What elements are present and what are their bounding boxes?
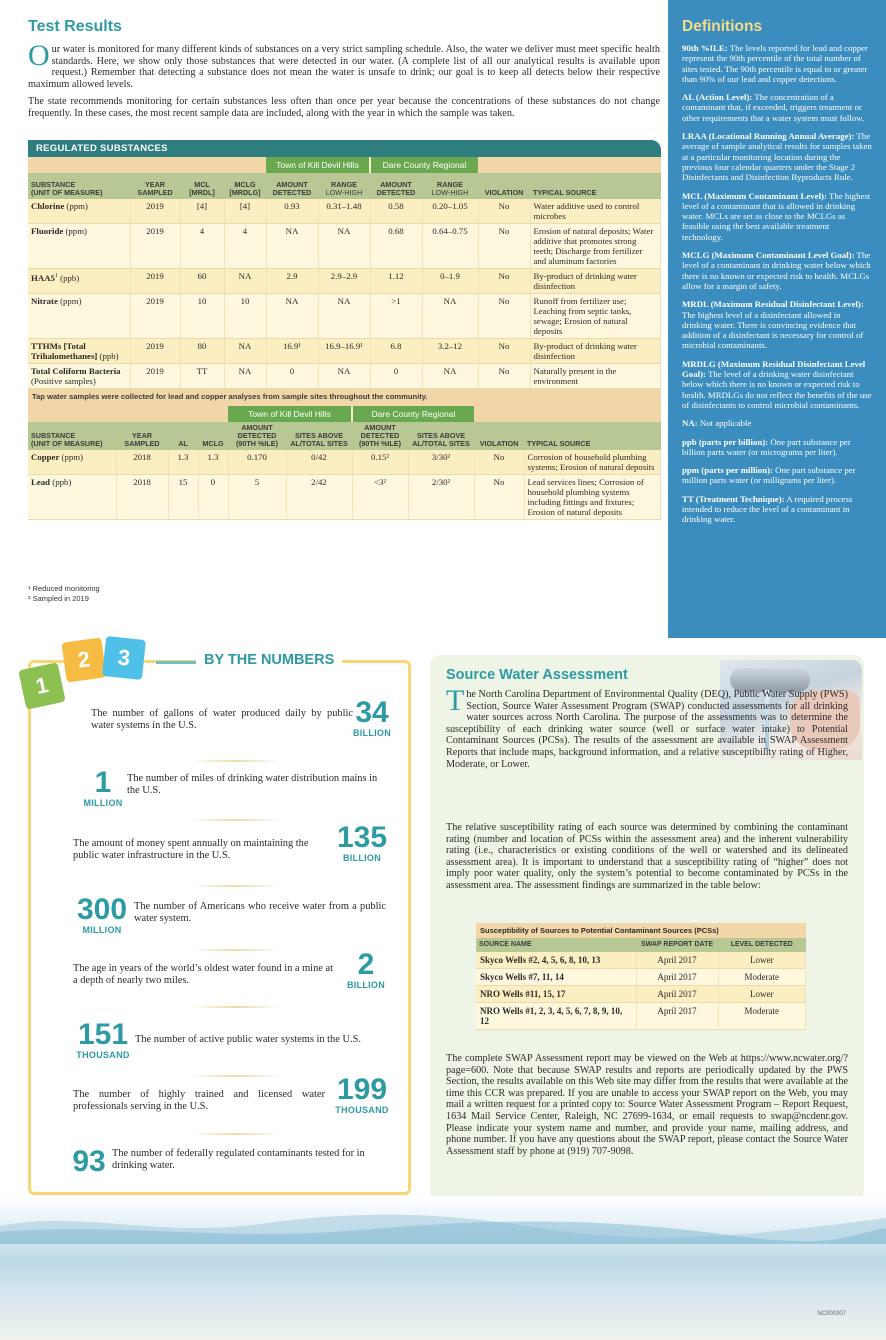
pcs-col-source-name: SOURCE NAME: [476, 938, 636, 952]
fact-7-number: 199 THOUSAND: [335, 1073, 389, 1115]
definition-term: 90th %ILE:: [682, 43, 728, 53]
lead-col-sites-2: SITES ABOVE AL/TOTAL SITES: [408, 422, 474, 450]
col-amount-2: AMOUNT DETECTED: [370, 173, 422, 199]
cell-source: Corrosion of household plumbing systems; Erosion of natural deposits: [524, 450, 661, 475]
pcs-row: [476, 969, 806, 986]
regulated-row: [28, 224, 661, 269]
cell-year: 2019: [130, 294, 180, 339]
regulated-substances-table: [28, 140, 661, 520]
cell-violation: No: [478, 339, 530, 364]
fact-1-text: The number of gallons of water produced daily by public water systems in the U.S.: [91, 708, 353, 731]
cell-rng1: NA: [318, 294, 370, 339]
footnote-mark: 1: [54, 273, 58, 279]
fact-8-number: 93: [72, 1145, 106, 1178]
substance-cell: [28, 450, 116, 475]
definition-item: [682, 418, 872, 428]
pcs-source-name-text: NRO Wells #11, 15, 17: [480, 989, 566, 999]
definition-term: ppb (parts per billion):: [682, 436, 769, 447]
substance-name: Chlorine: [31, 201, 65, 211]
test-results-note: The state recommends monitoring for certain substances less often than once per year because the concentrations of these substances do not change frequently. In these cases, the most recent sample data are included, along with the year in which the sample was taken.: [28, 96, 660, 119]
definition-item: [682, 359, 872, 410]
lead-col-sites-1: SITES ABOVE AL/TOTAL SITES: [286, 422, 352, 450]
numbers-frame: [28, 652, 411, 1195]
cell-amt2: 0.68: [370, 224, 422, 269]
water-splash-footer: [0, 1196, 886, 1340]
block-3: 3: [102, 636, 146, 680]
col-range-1: RANGE LOW-HIGH: [318, 173, 370, 199]
pcs-row: [476, 1003, 806, 1030]
lead-col-year: YEAR SAMPLED: [116, 422, 168, 450]
footer-code: NC000307: [817, 1311, 846, 1317]
dropcap: O: [28, 39, 50, 72]
cell-mcl: 80: [180, 339, 224, 364]
cell-amt2: >1: [370, 294, 422, 339]
cell-year: 2018: [116, 450, 168, 475]
substance-unit: (ppb): [57, 272, 80, 283]
substance-unit: (ppm): [59, 452, 84, 462]
cell-source: Erosion of natural deposits; Water additive that promotes strong teeth; Discharge from fertilizer and aluminum factories: [530, 224, 661, 269]
definition-term: MRDL (Maximum Residual Disinfectant Level):: [682, 299, 864, 310]
definition-term: ppm (parts per million):: [682, 465, 773, 476]
pcs-col-level: LEVEL DETECTED: [718, 938, 806, 952]
col-range-2: RANGE LOW-HIGH: [422, 173, 478, 199]
substance-cell: [28, 294, 130, 339]
definition-term: MRDLG (Maximum Residual Disinfectant Level Goal):: [682, 358, 866, 380]
definitions-title: Definitions: [682, 18, 763, 35]
cell-rng2: 3.2–12: [422, 339, 478, 364]
regulated-row: [28, 294, 661, 339]
definition-text: Not applicable: [697, 418, 752, 429]
definition-term: NA:: [682, 418, 698, 429]
cell-amt2: 1.12: [370, 269, 422, 294]
fact-5-text: The age in years of the world’s oldest water found in a mine at a depth of nearly two miles.: [73, 963, 333, 986]
definition-item: [682, 250, 872, 291]
separator: [191, 819, 281, 821]
pcs-source-name: [476, 969, 636, 986]
substance-name: TTHMs [Total Trihalomethanes]: [31, 341, 98, 361]
by-the-numbers-title: BY THE NUMBERS: [196, 652, 342, 668]
separator: [191, 760, 281, 762]
source-water-assessment-section: [430, 655, 864, 1200]
pcs-level: Moderate: [718, 1003, 806, 1030]
cell-violation: No: [478, 269, 530, 294]
lead-copper-row: [28, 475, 661, 520]
test-results-intro: [28, 39, 660, 90]
cell-mcl: [4]: [180, 199, 224, 224]
lead-col-al: AL: [168, 422, 198, 450]
definition-item: [682, 92, 872, 123]
definition-text: One part substance per billion parts water (or micrograms per liter).: [682, 436, 851, 457]
lead-copper-row: [28, 450, 661, 475]
pcs-row: [476, 952, 806, 969]
cell-year: 2019: [130, 269, 180, 294]
pcs-level: Lower: [718, 986, 806, 1003]
definition-text: The level of a drinking water disinfectant below which there is no known or expected risk to health. MRDLGs do not reflect the benefits of the use of disinfectants to control microbial contaminants.: [682, 369, 872, 410]
cell-rng1: 16.9–16.9¹: [318, 339, 370, 364]
pcs-row: [476, 986, 806, 1003]
cell-violation: No: [478, 224, 530, 269]
definition-item: [682, 191, 872, 242]
test-results-title: Test Results: [28, 18, 122, 35]
swa-p1-text: he North Carolina Department of Environmental Quality (DEQ), Public Water Supply (PWS) Section, Source Water Assessment Program (SWAP) conducted assessments for all drinking water sources across North Carolina. The purpose of the assessments was to determine the susceptibility of each drinking water source (well or surface water intake) to Potential Contaminant Sources (PCSs). The results of the assessment are available in SWAP Assessment Reports that include maps, background information, and a relative susceptibility rating of Higher, Moderate, or Lower.: [446, 689, 848, 770]
separator: [191, 1006, 281, 1008]
substance-name: Nitrate: [31, 296, 58, 306]
col-substance: SUBSTANCE (UNIT OF MEASURE): [28, 173, 130, 199]
cell-amt1: 5: [228, 475, 286, 520]
fact-3-text: The amount of money spent annually on maintaining the public water infrastructure in the U.S.: [73, 838, 309, 861]
substance-name: Copper: [31, 452, 60, 462]
fact-2-text: The number of miles of drinking water distribution mains in the U.S.: [127, 773, 378, 796]
cell-rng1: 0.31–1.48: [318, 199, 370, 224]
pcs-report-date: April 2017: [636, 969, 718, 986]
cell-amt2: 0.15²: [352, 450, 408, 475]
substance-unit: (ppm): [64, 201, 88, 211]
cell-amt1: NA: [266, 294, 318, 339]
cell-rng1: 2.9–2.9: [318, 269, 370, 294]
cell-amt2: 0: [370, 364, 422, 389]
regulated-row: [28, 269, 661, 294]
substance-cell: [28, 475, 116, 520]
col-year: YEAR SAMPLED: [130, 173, 180, 199]
definition-item: [682, 43, 872, 84]
cell-violation: No: [478, 199, 530, 224]
cell-amt2: 6.8: [370, 339, 422, 364]
substance-cell: [28, 269, 130, 294]
col-mcl: MCL [MRDL]: [180, 173, 224, 199]
substance-unit: (ppm): [63, 226, 87, 236]
definition-text: The concentration of a contaminant that, if exceeded, triggers treatment or other requirements that a water system must follow.: [682, 92, 865, 123]
pcs-source-name: [476, 1003, 636, 1030]
pcs-susceptibility-table: [476, 923, 806, 1030]
definitions-list: [682, 43, 872, 525]
cell-rng2: 0.64–0.75: [422, 224, 478, 269]
substance-unit: (ppb): [97, 351, 119, 361]
cell-mclg: NA: [224, 339, 266, 364]
fact-7-text: The number of highly trained and licensed water professionals serving in the U.S.: [73, 1089, 325, 1112]
cell-rng2: NA: [422, 294, 478, 339]
definition-text: The average of sample analytical results for samples taken at a particular monitoring location during the previous four calendar quarters under the Stage 2 Disinfectants and Disinfection Byproducts Rule.: [682, 131, 872, 183]
cell-rng1: NA: [318, 364, 370, 389]
cell-violation: No: [474, 475, 524, 520]
cell-mclg: 0: [198, 475, 228, 520]
definition-item: [682, 494, 872, 525]
cell-amt1: 16.9¹: [266, 339, 318, 364]
cell-amt1: 2.9: [266, 269, 318, 294]
cell-mclg: [4]: [224, 199, 266, 224]
cell-year: 2019: [130, 199, 180, 224]
pcs-source-name: [476, 986, 636, 1003]
lead-col-mclg: MCLG: [198, 422, 228, 450]
pcs-report-date: April 2017: [636, 952, 718, 969]
cell-rng1: NA: [318, 224, 370, 269]
block-2: 2: [61, 637, 106, 682]
cell-mcl: 10: [180, 294, 224, 339]
fact-6-text: The number of active public water systems in the U.S.: [135, 1034, 361, 1045]
water-wave-graphic: [0, 1204, 886, 1244]
substance-unit: (Positive samples): [31, 376, 96, 386]
cell-amt2: 0.58: [370, 199, 422, 224]
definition-text: One part substance per million parts water (or milligrams per liter).: [682, 465, 856, 486]
substance-cell: [28, 224, 130, 269]
lead-site-kill-devil-hills: Town of Kill Devil Hills: [228, 406, 352, 422]
cell-year: 2019: [130, 339, 180, 364]
cell-sites1: 0/42: [286, 450, 352, 475]
definition-text: The highest level of a disinfectant allowed in drinking water. There is convincing evidence that addition of a disinfectant is necessary for control of microbial contaminants.: [682, 309, 864, 351]
substance-unit: (ppb): [50, 477, 72, 487]
lead-site-dare-county: Dare County Regional: [352, 406, 474, 422]
cell-year: 2018: [116, 475, 168, 520]
swa-dropcap: T: [446, 684, 465, 717]
pcs-source-name-text: Skyco Wells #2, 4, 5, 6, 8, 10, 13: [480, 955, 601, 965]
substance-cell: [28, 339, 130, 364]
definition-term: MCLG (Maximum Contaminant Level Goal):: [682, 250, 855, 261]
fact-6-number: 151 THOUSAND: [76, 1018, 130, 1060]
separator: [191, 1133, 281, 1135]
substance-unit: (ppm): [57, 296, 82, 306]
swa-paragraph-3: The complete SWAP Assessment report may be viewed on the Web at https://www.ncwater.org/?page=600. Note that because SWAP results and reports are periodically updated by the PWS Section, the results available on this Web site may differ from the results that were available at the time this CCR was prepared. If you are unable to access your SWAP report on the Web, you may mail a written request for a printed copy to: Source Water Assessment Program – Report Request, 1634 Mail Service Center, Raleigh, NC 27699-1634, or email requests to swap@ncdenr.gov. Please indicate your system name and number, and provide your name, mailing address, and phone number. If you have any questions about the SWAP report, please contact the Source Water Assessment staff by phone at (919) 707-9098.: [446, 1053, 848, 1157]
swa-title: Source Water Assessment: [446, 667, 628, 683]
test-results-section: [28, 18, 660, 120]
fact-4-number: 300 MILLION: [76, 893, 128, 935]
fact-3-number: 135 BILLION: [336, 821, 388, 863]
substance-name: HAA5: [31, 272, 55, 283]
cell-amt2: <3²: [352, 475, 408, 520]
substance-cell: [28, 199, 130, 224]
cell-mcl: TT: [180, 364, 224, 389]
definition-text: The levels reported for lead and copper represent the 90th percentile of the total number of sites tested. The 90th percentile is equal to or greater than 90% of our lead and copper detections.: [682, 43, 868, 84]
definition-term: TT (Treatment Technique):: [682, 493, 785, 504]
separator: [191, 885, 281, 887]
cell-violation: No: [474, 450, 524, 475]
cell-source: Naturally present in the environment: [530, 364, 661, 389]
pcs-level: Lower: [718, 952, 806, 969]
lead-col-amount-2: AMOUNT DETECTED (90TH %ILE): [352, 422, 408, 450]
fact-2-number: 1 MILLION: [83, 766, 123, 808]
regulated-row: [28, 364, 661, 389]
footnote-1: ¹ Reduced monitoring: [28, 584, 100, 593]
cell-source: By-product of drinking water disinfection: [530, 339, 661, 364]
definition-text: The level of a contaminant in drinking water below which there is no known or expected risk to health. MCLGs allow for a margin of safety.: [682, 250, 871, 291]
substance-cell: [28, 364, 130, 389]
cell-amt1: NA: [266, 224, 318, 269]
number-blocks-graphic: [16, 636, 156, 716]
cell-amt1: 0: [266, 364, 318, 389]
fact-1-number: 34 BILLION: [352, 696, 392, 738]
block-1: 1: [18, 662, 65, 709]
pcs-report-date: April 2017: [636, 986, 718, 1003]
cell-sites2: 2/30²: [408, 475, 474, 520]
separator: [191, 949, 281, 951]
pcs-col-report-date: SWAP REPORT DATE: [636, 938, 718, 952]
cell-amt1: 0.170: [228, 450, 286, 475]
pcs-level: Moderate: [718, 969, 806, 986]
cell-violation: No: [478, 364, 530, 389]
cell-mclg: 1.3: [198, 450, 228, 475]
substance-name: Lead: [31, 477, 51, 487]
col-violation: VIOLATION: [478, 173, 530, 199]
lead-col-amount-1: AMOUNT DETECTED (90TH %ILE): [228, 422, 286, 450]
substance-name: Total Coliform Bacteria: [31, 366, 121, 376]
cell-al: 1.3: [168, 450, 198, 475]
cell-year: 2019: [130, 364, 180, 389]
cell-year: 2019: [130, 224, 180, 269]
definitions-panel: [668, 0, 886, 638]
cell-mclg: NA: [224, 364, 266, 389]
site-dare-county: Dare County Regional: [370, 157, 478, 173]
swa-paragraph-2: The relative susceptibility rating of each source was determined by combining the contaminant rating (number and location of PCSs within the assessment area) and the inherent vulnerability rating (i.e., characteristics or existing conditions of the well or watershed and its delineated assessment area). It is important to understand that a susceptibility rating of “higher” does not imply poor water quality, only the system’s potential to become contaminated by PCSs in the assessment area. The assessment findings are summarized in the table below:: [446, 822, 848, 891]
pcs-source-name-text: Skyco Wells #7, 11, 14: [480, 972, 564, 982]
definition-term: MCL (Maximum Contaminant Level):: [682, 190, 827, 201]
footnote-2: ² Sampled in 2019: [28, 594, 89, 603]
fact-4-text: The number of Americans who receive water from a public water system.: [134, 901, 386, 924]
cell-mcl: 60: [180, 269, 224, 294]
regulated-table-title: REGULATED SUBSTANCES: [28, 140, 661, 157]
definition-term: AL (Action Level):: [682, 92, 753, 103]
intro-text: ur water is monitored for many different kinds of substances on a very strict sampling schedule. Also, the water we deliver must meet specific health standards. Here, we show only those substances that were detected in our water. (A complete list of all our analytical results is available upon request.) Remember that detecting a substance does not mean the water is unsafe to drink; our goal is to keep all detects below their respective maximum allowed levels.: [28, 44, 660, 90]
col-source: TYPICAL SOURCE: [530, 173, 661, 199]
pcs-source-name-text: NRO Wells #1, 2, 3, 4, 5, 6, 7, 8, 9, 10, 12: [480, 1006, 623, 1026]
cell-mclg: NA: [224, 269, 266, 294]
definition-item: [682, 465, 872, 486]
pcs-table-title: Susceptibility of Sources to Potential Contaminant Sources (PCSs): [476, 923, 806, 938]
definition-text: A required process intended to reduce the level of a contaminant in drinking water.: [682, 493, 853, 525]
cell-rng2: 0.20–1.05: [422, 199, 478, 224]
lead-col-substance: SUBSTANCE (UNIT OF MEASURE): [28, 422, 116, 450]
fact-8-text: The number of federally regulated contaminants tested for in drinking water.: [112, 1148, 365, 1171]
swa-paragraph-1: [446, 684, 848, 770]
lead-col-violation: VIOLATION: [474, 422, 524, 450]
cell-rng2: 0–1.9: [422, 269, 478, 294]
definition-item: [682, 299, 872, 350]
cell-amt1: 0.93: [266, 199, 318, 224]
separator: [191, 1075, 281, 1077]
col-amount-1: AMOUNT DETECTED: [266, 173, 318, 199]
definition-item: [682, 437, 872, 458]
definition-item: [682, 131, 872, 182]
footnotes: [28, 584, 100, 604]
regulated-row: [28, 199, 661, 224]
definition-term: LRAA (Locational Running Annual Average):: [682, 131, 855, 142]
cell-al: 15: [168, 475, 198, 520]
lead-copper-banner: Tap water samples were collected for lead and copper analyses from sample sites throughout the community.: [28, 389, 661, 406]
cell-mclg: 10: [224, 294, 266, 339]
definition-text: The highest level of a contaminant that is allowed in drinking water. MCLs are set as close to the MCLGs as feasible using the best available treatment technology.: [682, 190, 871, 242]
cell-source: Lead services lines; Corrosion of household plumbing systems including fittings and fixtures; Erosion of natural deposits: [524, 475, 661, 520]
cell-sites2: 3/30²: [408, 450, 474, 475]
cell-source: Water additive used to control microbes: [530, 199, 661, 224]
cell-violation: No: [478, 294, 530, 339]
lead-col-source: TYPICAL SOURCE: [524, 422, 661, 450]
fact-5-number: 2 BILLION: [346, 948, 386, 990]
pcs-source-name: [476, 952, 636, 969]
regulated-row: [28, 339, 661, 364]
site-kill-devil-hills: Town of Kill Devil Hills: [266, 157, 370, 173]
cell-sites1: 2/42: [286, 475, 352, 520]
cell-mcl: 4: [180, 224, 224, 269]
col-mclg: MCLG [MRDLG]: [224, 173, 266, 199]
cell-rng2: NA: [422, 364, 478, 389]
substance-name: Fluoride: [31, 226, 64, 236]
cell-source: By-product of drinking water disinfection: [530, 269, 661, 294]
by-the-numbers-section: [16, 644, 412, 1195]
pcs-report-date: April 2017: [636, 1003, 718, 1030]
cell-source: Runoff from fertilizer use; Leaching from septic tanks, sewage; Erosion of natural deposits: [530, 294, 661, 339]
cell-mclg: 4: [224, 224, 266, 269]
